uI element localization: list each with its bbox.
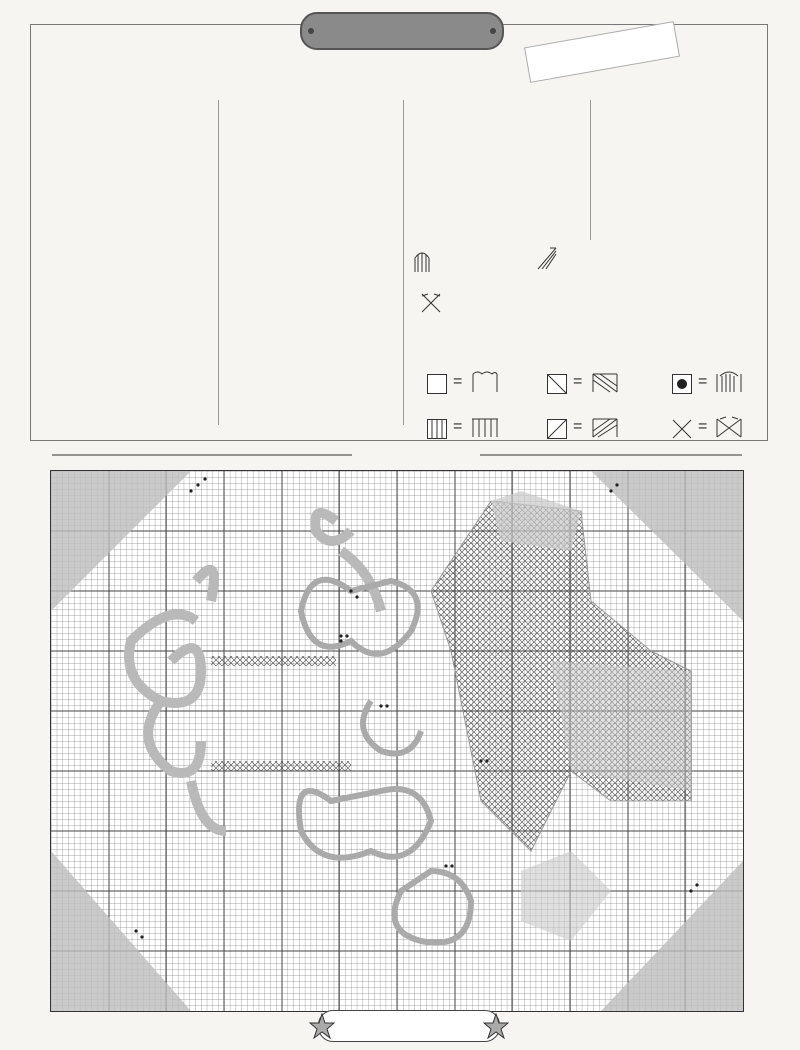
filet-pattern-grid [51,471,743,1011]
column-divider [218,100,219,425]
section-banner [300,12,504,50]
column-1 [44,164,206,177]
equals-sign: = [698,373,708,390]
cluster-symbol-icon [536,245,560,271]
chart-side-ticks [744,470,758,1010]
bcl-stitch-icon [590,370,620,394]
filet-pattern-chart [50,470,744,1012]
popcorn-mesh-symbol-icon [672,374,692,394]
star-icon [483,1013,509,1039]
x-mesh-symbol-icon [672,419,692,439]
popcorn-stitch-icon [714,370,744,394]
star-icon [309,1013,335,1039]
difficulty-badge [318,1010,500,1042]
solid-mesh-stitch-icon [470,415,500,439]
article-frame [30,24,768,441]
open-mesh-stitch-icon [470,370,500,394]
bcl-mesh-symbol-icon [547,374,567,394]
x-symbol-icon [420,292,442,314]
popcorn-symbol-icon [412,250,432,274]
solid-mesh-symbol-icon [427,419,447,439]
open-mesh-symbol-icon [427,374,447,394]
column-divider [403,100,404,425]
equals-sign: = [573,373,583,390]
equals-sign: = [698,418,708,435]
bcl-alt-stitch-icon [590,415,620,439]
equals-sign: = [453,373,463,390]
equals-sign: = [573,418,583,435]
bcl-mesh-alt-symbol-icon [547,419,567,439]
column-divider [590,100,591,240]
equals-sign: = [453,418,463,435]
x-stitch-icon [714,415,744,439]
